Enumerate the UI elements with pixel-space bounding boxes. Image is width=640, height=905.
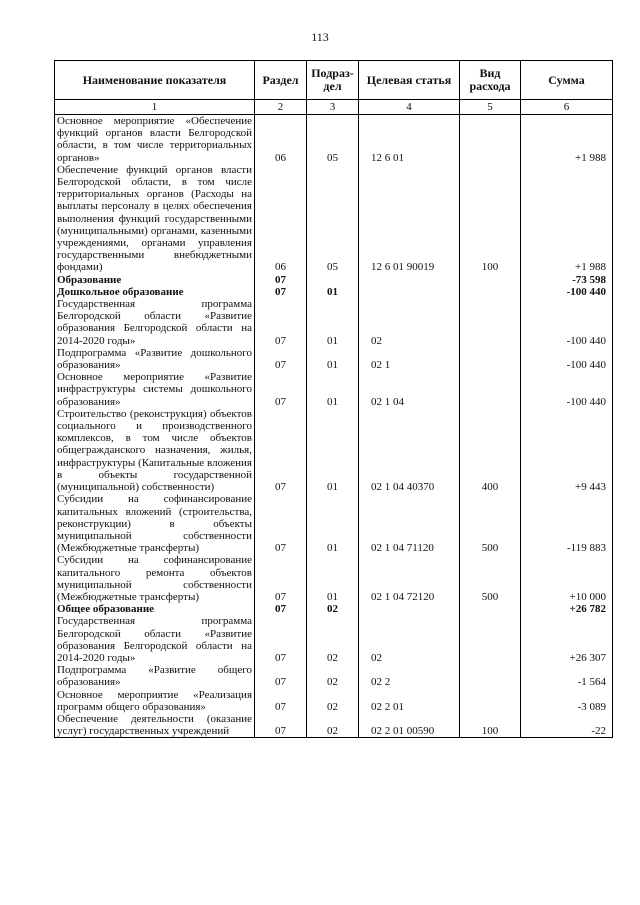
row-celevaya: 02 1 04 72120 (359, 554, 460, 603)
table-row (55, 664, 613, 688)
row-vid: 100 (460, 713, 521, 738)
header-podrazdel: Подраз-дел (307, 61, 359, 100)
table-row (55, 408, 613, 493)
row-vid: 100 (460, 164, 521, 274)
row-celevaya: 02 (359, 615, 460, 664)
header-celevaya: Целевая статья (359, 61, 460, 100)
row-podrazdel: 05 (307, 164, 359, 274)
row-podrazdel: 02 (307, 713, 359, 738)
row-summa: +9 443 (521, 408, 613, 493)
row-vid (460, 603, 521, 615)
row-podrazdel: 02 (307, 615, 359, 664)
row-podrazdel (307, 274, 359, 286)
row-summa: -73 598 (521, 274, 613, 286)
row-podrazdel: 01 (307, 286, 359, 298)
row-podrazdel: 05 (307, 115, 359, 164)
row-razdel: 07 (255, 371, 307, 408)
row-vid: 400 (460, 408, 521, 493)
row-vid (460, 286, 521, 298)
row-razdel: 07 (255, 664, 307, 688)
row-vid (460, 274, 521, 286)
row-celevaya: 02 2 01 (359, 689, 460, 713)
row-celevaya (359, 274, 460, 286)
row-summa: +26 782 (521, 603, 613, 615)
row-celevaya: 02 1 04 (359, 371, 460, 408)
row-razdel: 07 (255, 554, 307, 603)
row-podrazdel: 02 (307, 664, 359, 688)
col-number: 2 (255, 100, 307, 115)
row-name: Основное мероприятие «Обеспечение функций органов власти Белгородской области, в том числе территориальных органов» (55, 115, 255, 164)
row-razdel: 07 (255, 286, 307, 298)
row-summa: -100 440 (521, 347, 613, 371)
budget-table (54, 60, 613, 738)
table-row (55, 298, 613, 347)
row-summa: -3 089 (521, 689, 613, 713)
col-number: 5 (460, 100, 521, 115)
row-summa: -119 883 (521, 493, 613, 554)
row-summa: -100 440 (521, 298, 613, 347)
table-row (55, 347, 613, 371)
row-razdel: 07 (255, 603, 307, 615)
table-body (55, 115, 613, 738)
row-vid (460, 298, 521, 347)
row-razdel: 07 (255, 298, 307, 347)
row-celevaya (359, 603, 460, 615)
column-number-row (55, 100, 613, 115)
table-row (55, 371, 613, 408)
row-name: Государственная программа Белгородской области «Развитие образования Белгородской области на 2014-2020 годы» (55, 298, 255, 347)
row-celevaya: 02 1 (359, 347, 460, 371)
row-vid (460, 615, 521, 664)
row-name: Субсидии на софинансирование капитальных вложений (строительства, реконструкции) в объекты муниципальной собственности (Межбюджетные трансферты) (55, 493, 255, 554)
row-summa: -1 564 (521, 664, 613, 688)
table-row (55, 164, 613, 274)
header-summa: Сумма (521, 61, 613, 100)
table-row (55, 689, 613, 713)
row-razdel: 07 (255, 493, 307, 554)
row-razdel: 07 (255, 408, 307, 493)
row-celevaya (359, 286, 460, 298)
row-name: Строительство (реконструкция) объектов социального и производственного комплексов, в том числе объектов общегражданского назначения, жилья, инфраструктуры (Капитальные вложения в объекты государственной (муниципальной) собственности) (55, 408, 255, 493)
table-row (55, 493, 613, 554)
row-name: Основное мероприятие «Развитие инфраструктуры системы дошкольного образования» (55, 371, 255, 408)
header-razdel: Раздел (255, 61, 307, 100)
row-podrazdel: 02 (307, 603, 359, 615)
row-celevaya: 02 (359, 298, 460, 347)
page-number: 113 (311, 30, 329, 44)
row-vid (460, 689, 521, 713)
table-header (55, 61, 613, 115)
header-name: Наименование показателя (55, 61, 255, 100)
table-row (55, 286, 613, 298)
table-row (55, 274, 613, 286)
row-vid (460, 115, 521, 164)
row-vid: 500 (460, 493, 521, 554)
row-podrazdel: 01 (307, 408, 359, 493)
table-row (55, 554, 613, 603)
row-razdel: 07 (255, 615, 307, 664)
table-row (55, 713, 613, 738)
row-podrazdel: 01 (307, 298, 359, 347)
row-vid (460, 664, 521, 688)
row-name: Обеспечение функций органов власти Белгородской области, в том числе территориальных органов (Расходы на выплаты персоналу в целях обеспечения выполнения функций государственными (муниципальными) органами, казенными учреждениями, органами управления государственными внебюджетными фондами) (55, 164, 255, 274)
row-summa: +1 988 (521, 115, 613, 164)
col-number: 6 (521, 100, 613, 115)
header-vid: Вид расхода (460, 61, 521, 100)
row-celevaya: 02 1 04 71120 (359, 493, 460, 554)
row-name: Образование (55, 274, 255, 286)
row-celevaya: 02 2 (359, 664, 460, 688)
row-name: Дошкольное образование (55, 286, 255, 298)
row-podrazdel: 01 (307, 347, 359, 371)
row-razdel: 07 (255, 713, 307, 738)
row-summa: +1 988 (521, 164, 613, 274)
row-name: Подпрограмма «Развитие дошкольного образования» (55, 347, 255, 371)
row-summa: -100 440 (521, 371, 613, 408)
row-podrazdel: 01 (307, 371, 359, 408)
row-summa: -100 440 (521, 286, 613, 298)
row-vid (460, 371, 521, 408)
row-name: Обеспечение деятельности (оказание услуг) государственных учреждений (55, 713, 255, 738)
row-podrazdel: 01 (307, 554, 359, 603)
row-celevaya: 02 1 04 40370 (359, 408, 460, 493)
row-razdel: 07 (255, 274, 307, 286)
row-celevaya: 12 6 01 90019 (359, 164, 460, 274)
row-summa: +26 307 (521, 615, 613, 664)
row-razdel: 07 (255, 689, 307, 713)
row-vid: 500 (460, 554, 521, 603)
row-vid (460, 347, 521, 371)
row-celevaya: 02 2 01 00590 (359, 713, 460, 738)
row-razdel: 06 (255, 115, 307, 164)
row-name: Субсидии на софинансирование капитального ремонта объектов муниципальной собственности (Межбюджетные трансферты) (55, 554, 255, 603)
col-number: 1 (55, 100, 255, 115)
row-summa: +10 000 (521, 554, 613, 603)
table-row (55, 115, 613, 164)
row-name: Основное мероприятие «Реализация программ общего образования» (55, 689, 255, 713)
row-podrazdel: 01 (307, 493, 359, 554)
row-razdel: 06 (255, 164, 307, 274)
row-podrazdel: 02 (307, 689, 359, 713)
col-number: 3 (307, 100, 359, 115)
table-row (55, 615, 613, 664)
row-summa: -22 (521, 713, 613, 738)
table-row (55, 603, 613, 615)
row-name: Подпрограмма «Развитие общего образования» (55, 664, 255, 688)
row-name: Общее образование (55, 603, 255, 615)
row-razdel: 07 (255, 347, 307, 371)
row-name: Государственная программа Белгородской области «Развитие образования Белгородской области на 2014-2020 годы» (55, 615, 255, 664)
col-number: 4 (359, 100, 460, 115)
row-celevaya: 12 6 01 (359, 115, 460, 164)
